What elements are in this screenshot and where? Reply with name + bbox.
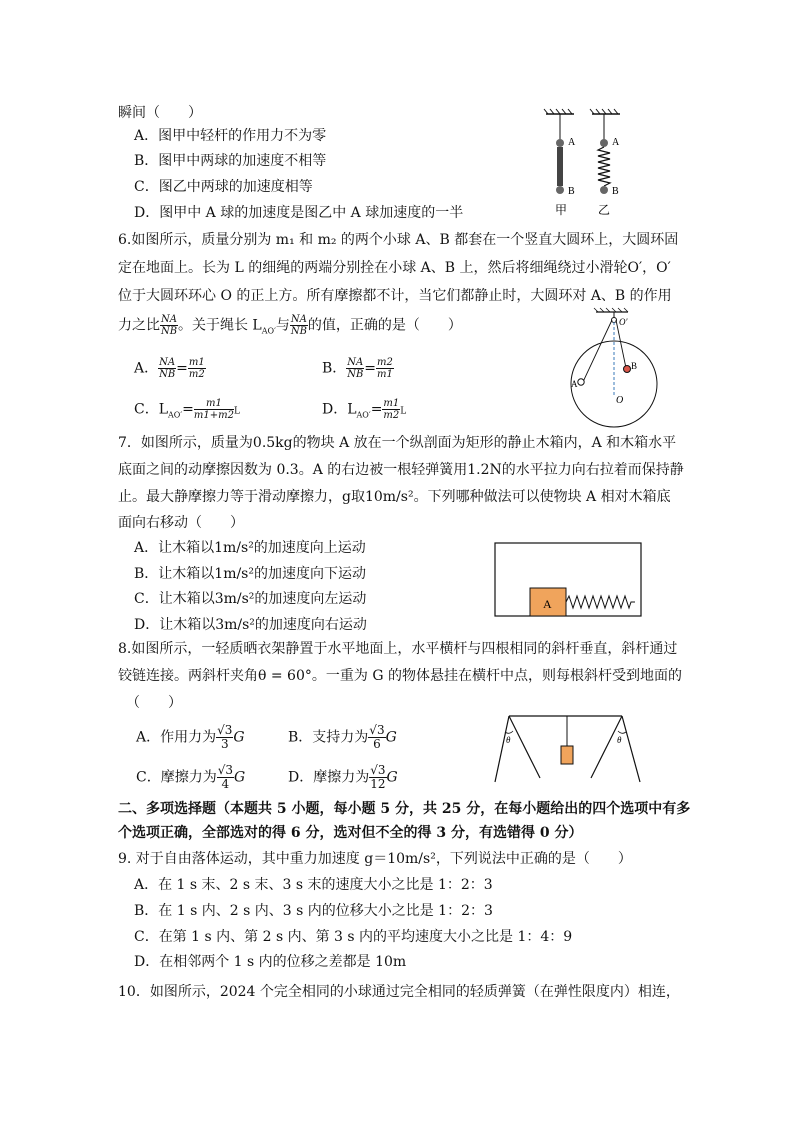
q8-angle-left: θ xyxy=(506,735,511,745)
q6-label-pulley: O′ xyxy=(619,317,628,327)
q6-line-1: 6.如图所示，质量分别为 m₁ 和 m₂ 的两个小球 A、B 都套在一个竖直大圆环上，大圆环固 xyxy=(118,232,679,248)
section2-line-1: 二、多项选择题（本题共 5 小题，每小题 5 分，共 25 分，在每小题给出的四个选项中有多 xyxy=(118,801,691,817)
q6-option-d: D．$L_{AO'}=$ $\frac{m1}{m2}$ L xyxy=(322,398,407,421)
q6-label-center: O xyxy=(616,395,624,406)
q8-option-a: A．作用力为 $\frac{√3}{3}$ G xyxy=(136,723,245,751)
q6-line-3: 位于大圆环环心 O 的正上方。所有摩擦都不计，当它们都静止时，大圆环对 A、B 的作用 xyxy=(118,288,672,304)
q9-option-a: A．在 1 s 末、2 s 末、3 s 末的速度大小之比是 1：2：3 xyxy=(134,877,493,893)
q8-line-2: 铰链连接。两斜杆夹角θ = 60°。一重为 G 的物体悬挂在横杆中点，则每根斜杆受到地面的 xyxy=(118,668,682,684)
q5-figure xyxy=(540,112,630,222)
q6-option-b: B． $\frac{NA}{NB}$ = $\frac{m2}{m1}$ xyxy=(322,357,393,380)
q5-ball-a-yi xyxy=(600,139,608,147)
q10-stem: 10．如图所示，2024 个完全相同的小球通过完全相同的轻质弹簧（在弹性限度内）相连， xyxy=(118,984,680,1000)
q9-option-b: B．在 1 s 内、2 s 内、3 s 内的位移大小之比是 1：2：3 xyxy=(134,903,493,919)
q7-figure xyxy=(494,542,644,618)
q7-wooden-box xyxy=(495,543,641,616)
q8-figure xyxy=(492,710,644,786)
q5-option-b: B．图甲中两球的加速度不相等 xyxy=(134,153,327,169)
q5-option-d: D．图甲中 A 球的加速度是图乙中 A 球加速度的一半 xyxy=(134,205,464,221)
q5-label-b-left: B xyxy=(568,186,575,197)
q5-label-b-right: B xyxy=(612,186,619,197)
q8-weight xyxy=(561,746,573,764)
q6-option-a: A． $\frac{NA}{NB}$ = $\frac{m1}{m2}$ xyxy=(134,357,205,380)
q7-line-1: 7．如图所示，质量为0.5kg的物块 A 放在一个纵剖面为矩形的静止木箱内，A 和木箱水平 xyxy=(118,435,677,451)
q5-ball-b-yi xyxy=(600,186,608,194)
q5-caption-jia: 甲 xyxy=(555,203,568,217)
q5-option-c: C．图乙中两球的加速度相等 xyxy=(134,179,313,195)
section2-line-2: 个选项正确，全部选对的得 6 分，选对但不全的得 3 分，有选错得 0 分） xyxy=(118,825,583,841)
q9-option-c: C．在第 1 s 内、第 2 s 内、第 3 s 内的平均速度大小之比是 1：4：9 xyxy=(134,929,573,945)
q9-stem: 9. 对于自由落体运动，其中重力加速度 g＝10m/s²，下列说法中正确的是（ ） xyxy=(118,851,632,867)
q6-option-c: C．$L_{AO'}=$ $\frac{m1}{m1+m2}$ L xyxy=(134,398,240,421)
q7-block-label: A xyxy=(543,597,552,611)
q6-ball-a xyxy=(578,379,584,385)
q8-option-d: D．摩擦力为 $\frac{√3}{12}$ G xyxy=(288,763,398,791)
q6-ratio: $\frac{NA}{NB}$ xyxy=(160,314,178,337)
q5-option-a: A．图甲中轻杆的作用力不为零 xyxy=(134,128,327,144)
q8-option-b: B．支持力为 $\frac{√3}{6}$ G xyxy=(288,723,397,751)
q8-angle-right: θ xyxy=(617,735,622,745)
q7-line-4: 面向右移动（ ） xyxy=(118,515,244,531)
q6-pulley xyxy=(612,318,617,323)
q5-caption-yi: 乙 xyxy=(598,203,611,217)
q7-line-3: 止。最大静摩擦力等于滑动摩擦力，g取10m/s²。下列哪种做法可以使物块 A 相对木箱底 xyxy=(118,489,671,505)
q8-line-1: 8.如图所示，一轻质晒衣架静置于水平地面上，水平横杆与四根相同的斜杆垂直，斜杆通过 xyxy=(118,641,678,657)
q8-option-c: C．摩擦力为 $\frac{√3}{4}$ G xyxy=(136,763,246,791)
q5-ball-b-jia xyxy=(556,186,564,194)
q6-line-2: 定在地面上。长为 L 的细绳的两端分别拴在小球 A、B 上，然后将细绳绕过小滑轮O′，O′ xyxy=(118,260,671,276)
q5-stem-end: 瞬间（ ） xyxy=(118,105,202,121)
q6-label-b: B xyxy=(631,361,638,371)
q5-label-a-right: A xyxy=(612,137,620,148)
q6-ball-b xyxy=(624,366,631,373)
q6-ratio-2: $\frac{NA}{NB}$ xyxy=(290,314,307,337)
q6-label-a: A xyxy=(571,379,578,389)
q6-figure xyxy=(568,308,678,428)
q6-line-4: 力之比 $\frac{NA}{NB}$ 。关于绳长 $L_{AO'}$与 $\frac{NA}{NB}$ 的值，正确的是（ ） xyxy=(118,314,462,337)
q7-option-b: B．让木箱以1m/s²的加速度向下运动 xyxy=(134,566,366,582)
q7-option-d: D．让木箱以3m/s²的加速度向右运动 xyxy=(134,617,367,633)
q8-line-3: （ ） xyxy=(126,695,182,711)
q5-label-a-left: A xyxy=(568,137,576,148)
q9-option-d: D．在相邻两个 1 s 内的位移之差都是 10m xyxy=(134,954,407,970)
q5-ball-a-jia xyxy=(556,139,564,147)
q7-option-c: C．让木箱以3m/s²的加速度向左运动 xyxy=(134,591,367,607)
q7-spring xyxy=(566,596,635,608)
q7-line-2: 底面之间的动摩擦因数为 0.3。A 的右边被一根轻弹簧用1.2N的水平拉力向右拉着而保持静 xyxy=(118,462,684,478)
q7-option-a: A．让木箱以1m/s²的加速度向上运动 xyxy=(134,540,366,556)
